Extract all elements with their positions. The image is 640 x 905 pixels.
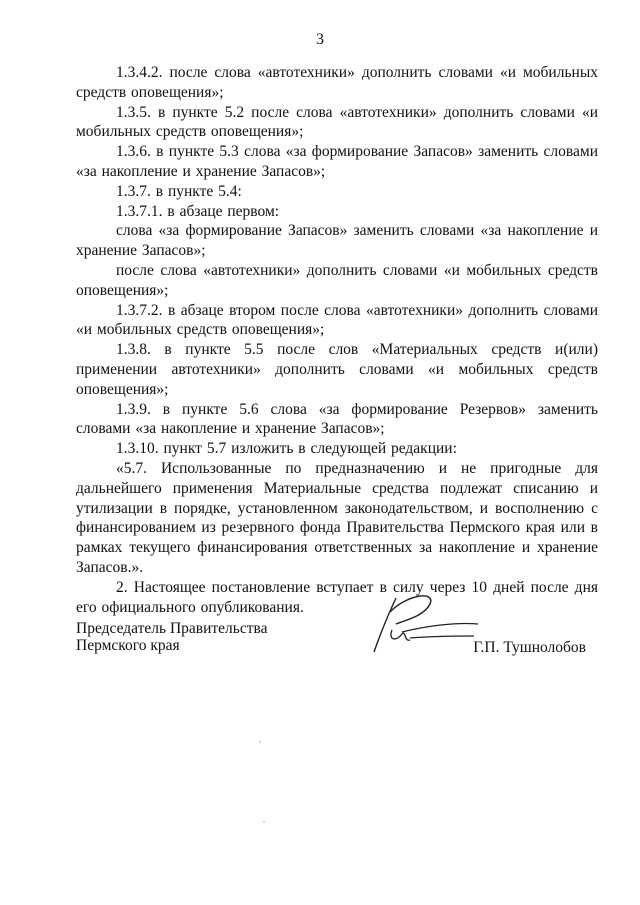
paragraph: 2. Настоящее постановление вступает в силу через 10 дней после дня его официального опубликования.	[76, 578, 598, 616]
signature-block	[76, 620, 598, 700]
paragraph: 1.3.8. в пункте 5.5 после слов «Материальных средств и(или) применении автотехники» дополнить словами «и мобильных средств оповещения»;	[76, 341, 598, 398]
paragraph: 1.3.7. в пункте 5.4:	[116, 182, 242, 200]
document-body	[76, 63, 598, 617]
paragraph: 1.3.4.2. после слова «автотехники» дополнить словами «и мобильных средств оповещения»;	[76, 64, 598, 101]
paragraph: 1.3.10. пункт 5.7 изложить в следующей редакции:	[116, 440, 457, 458]
scan-speck	[262, 820, 266, 824]
paragraph: 1.3.6. в пункте 5.3 слова «за формирование Запасов» заменить словами «за накопление и хранение Запасов»;	[76, 143, 598, 180]
paragraph: 1.3.5. в пункте 5.2 после слова «автотехники» дополнить словами «и мобильных средств оповещения»;	[76, 103, 598, 141]
paragraph: после слова «автотехники» дополнить словами «и мобильных средств оповещения»;	[76, 261, 598, 299]
paragraph: «5.7. Использованные по предназначению и не пригодные для дальнейшего применения Материальные средства подлежат списанию и утилизации в порядке, установленном законодательством, и восполнению с финансированием из резервного фонда Правительства Пермского края или в рамках текущего финансирования ответственных за накопление и хранение Запасов.».	[76, 459, 598, 576]
signatory-name: Г.П. Тушнолобов	[473, 639, 586, 656]
paragraph: 1.3.7.1. в абзаце первом:	[116, 202, 280, 220]
signatory-title	[76, 620, 268, 654]
scan-speck	[258, 740, 262, 744]
signatory-title-line: Председатель Правительства	[76, 620, 268, 637]
signatory-title-line: Пермского края	[76, 637, 180, 654]
paragraph: слова «за формирование Запасов» заменить словами «за накопление и хранение Запасов»;	[76, 222, 598, 260]
paragraph: 1.3.7.2. в абзаце втором после слова «автотехники» дополнить словами «и мобильных средств оповещения»;	[76, 301, 598, 339]
paragraph: 1.3.9. в пункте 5.6 слова «за формирование Резервов» заменить словами «за накопление и хранение Запасов»;	[76, 400, 598, 438]
page-number: 3	[316, 31, 324, 48]
handwritten-signature	[366, 590, 486, 660]
